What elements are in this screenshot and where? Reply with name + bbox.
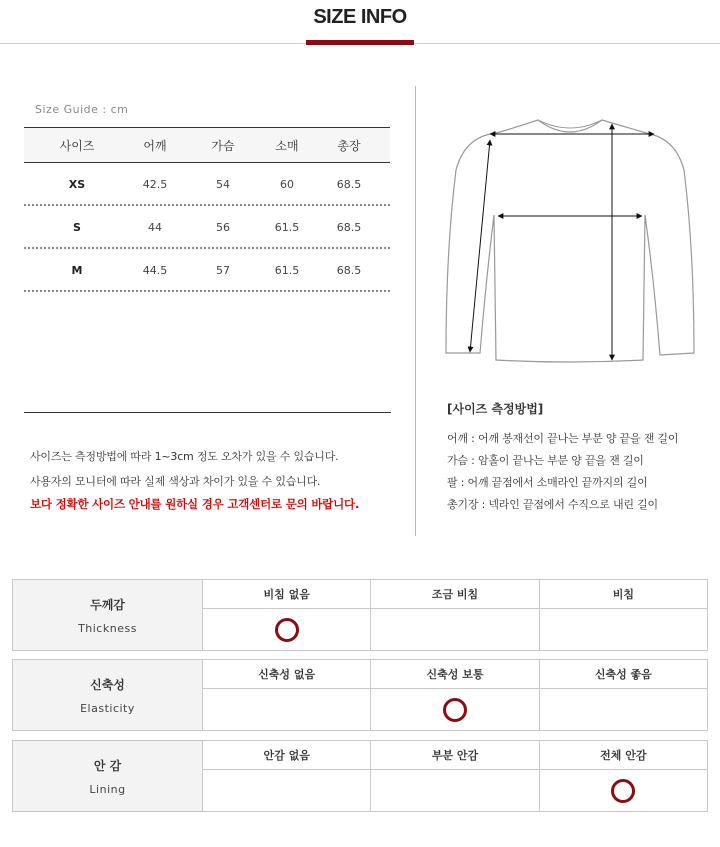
lining-table — [12, 740, 708, 812]
page-title: SIZE INFO — [313, 6, 407, 28]
cell-shoulder: 42.5 — [142, 178, 168, 191]
table-bottom-divider — [24, 412, 391, 413]
cell-sleeve: 61.5 — [274, 221, 300, 234]
option-cell — [203, 609, 370, 650]
note-contact-support: 보다 정확한 사이즈 안내를 원하실 경우 고객센터로 문의 바랍니다. — [30, 497, 360, 511]
cell-sleeve: 60 — [280, 178, 294, 191]
option-cell — [540, 770, 707, 811]
option-label: 비침 없음 — [203, 580, 370, 609]
size-table-header — [24, 127, 390, 163]
note-monitor-color: 사용자의 모니터에 따라 실제 색상과 차이가 있을 수 있습니다. — [30, 475, 321, 488]
attribute-option — [540, 660, 707, 730]
attribute-option — [371, 660, 539, 730]
option-cell — [371, 609, 538, 650]
attribute-label-ko: 신축성 — [90, 677, 125, 692]
header-cell-shoulder: 어깨 — [143, 138, 167, 153]
option-label: 신축성 좋음 — [540, 660, 707, 689]
option-label: 신축성 보통 — [371, 660, 538, 689]
thickness-table — [12, 579, 708, 651]
option-cell — [371, 689, 538, 730]
vertical-divider — [415, 86, 416, 536]
table-row — [24, 163, 390, 206]
attribute-label-ko: 안 감 — [93, 758, 122, 773]
note-tolerance: 사이즈는 측정방법에 따라 1~3cm 정도 오차가 있을 수 있습니다. — [30, 450, 339, 463]
header-accent-bar — [306, 40, 414, 45]
method-item: 가슴 : 암홀이 끝나는 부분 양 끝을 잰 길이 — [447, 454, 644, 467]
method-item: 총기장 : 넥라인 끝점에서 수직으로 내린 길이 — [447, 498, 658, 511]
circle-marker-icon — [275, 618, 299, 642]
attribute-option — [540, 741, 707, 811]
cell-shoulder: 44.5 — [142, 264, 168, 277]
option-label: 안감 없음 — [203, 741, 370, 770]
attribute-option — [203, 580, 371, 650]
method-item: 어깨 : 어깨 봉재선이 끝나는 부분 양 끝을 잰 길이 — [447, 432, 679, 445]
cell-chest: 57 — [216, 264, 230, 277]
cell-length: 68.5 — [336, 178, 362, 191]
cell-length: 68.5 — [336, 264, 362, 277]
header-cell-size: 사이즈 — [59, 138, 95, 153]
cell-shoulder: 44 — [148, 221, 162, 234]
attribute-header — [13, 660, 203, 730]
option-cell — [540, 609, 707, 650]
option-label: 조금 비침 — [371, 580, 538, 609]
header-cell-chest: 가슴 — [211, 138, 235, 153]
sweater-diagram-icon — [440, 110, 700, 374]
attribute-label-en: Thickness — [78, 621, 137, 635]
table-row — [24, 249, 390, 292]
cell-length: 68.5 — [336, 221, 362, 234]
cell-chest: 56 — [216, 221, 230, 234]
attribute-option — [540, 580, 707, 650]
cell-sleeve: 61.5 — [274, 264, 300, 277]
option-cell — [203, 770, 370, 811]
measurement-method-title: [사이즈 측정방법] — [447, 402, 544, 416]
method-item: 팔 : 어깨 끝점에서 소매라인 끝까지의 길이 — [447, 476, 648, 489]
size-guide-caption: Size Guide : cm — [35, 103, 129, 116]
attribute-option — [203, 741, 371, 811]
header-cell-length: 총장 — [337, 138, 361, 153]
option-label: 부분 안감 — [371, 741, 538, 770]
table-row — [24, 206, 390, 249]
size-table — [24, 127, 390, 292]
option-label: 비침 — [540, 580, 707, 609]
option-label: 신축성 없음 — [203, 660, 370, 689]
attribute-header — [13, 580, 203, 650]
attribute-label-ko: 두께감 — [90, 597, 125, 612]
cell-size: M — [71, 264, 83, 277]
cell-size: S — [73, 221, 81, 234]
circle-marker-icon — [611, 779, 635, 803]
attribute-label-en: Elasticity — [80, 701, 135, 715]
attribute-label-en: Lining — [89, 782, 126, 796]
cell-chest: 54 — [216, 178, 230, 191]
option-cell — [371, 770, 538, 811]
attribute-header — [13, 741, 203, 811]
attribute-option — [371, 741, 539, 811]
attribute-option — [371, 580, 539, 650]
attribute-option — [203, 660, 371, 730]
circle-marker-icon — [443, 698, 467, 722]
header-cell-sleeve: 소매 — [275, 138, 299, 153]
option-label: 전체 안감 — [540, 741, 707, 770]
elasticity-table — [12, 659, 708, 731]
option-cell — [540, 689, 707, 730]
cell-size: XS — [68, 178, 86, 191]
option-cell — [203, 689, 370, 730]
